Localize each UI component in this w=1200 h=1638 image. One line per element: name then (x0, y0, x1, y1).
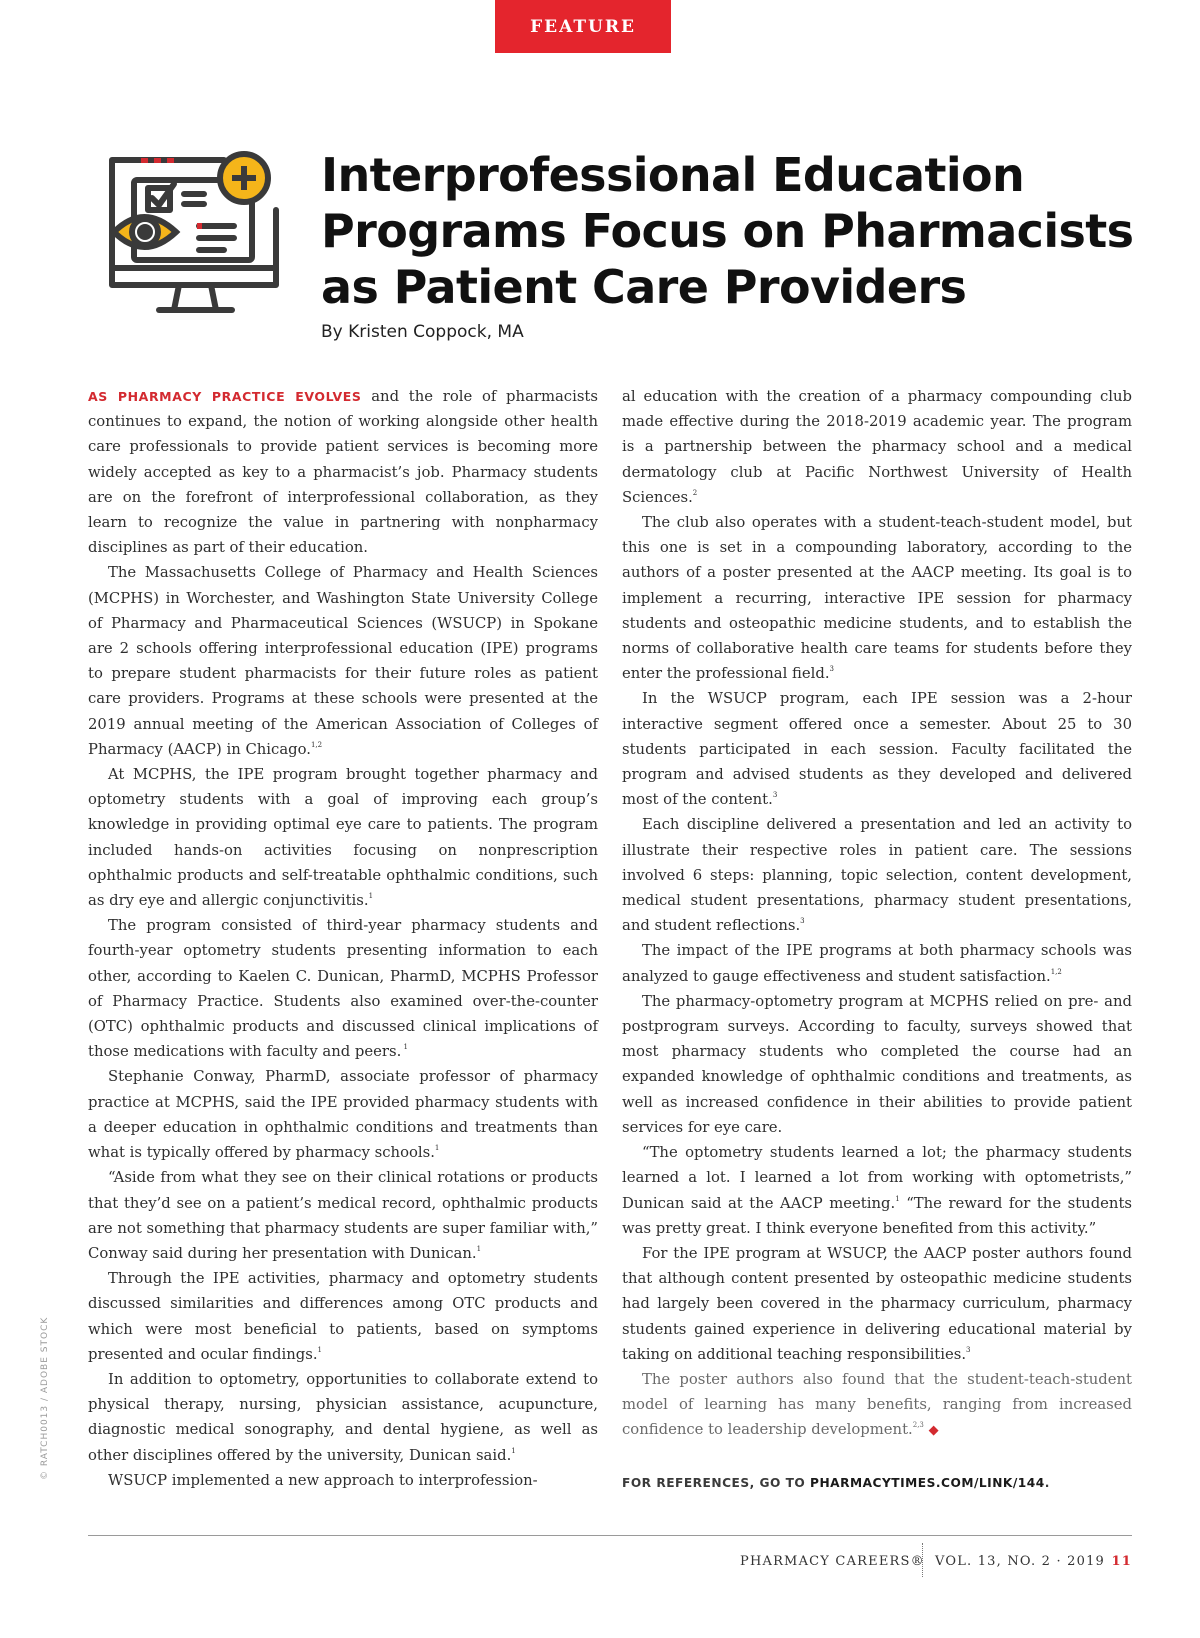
issue-info: VOL. 13, NO. 2 · 2019 (935, 1554, 1106, 1569)
paragraph: “Aside from what they see on their clinical rotations or products that they’d see on a patient’s medical record, ophthalmic products are not something that pharmacy students are super familiar with,” Conway said during her presentation with Dunican.$^1$ (88, 1169, 598, 1262)
paragraph: At MCPHS, the IPE program brought together pharmacy and optometry students with a goal of improving each group’s knowledge in providing optimal eye care to patients. The program included hands-on activities focusing on nonprescription ophthalmic products and self-treatable ophthalmic conditions, such as dry eye and allergic conjunctivitis.$^1$ (88, 766, 598, 910)
paragraph: The club also operates with a student-teach-student model, but this one is set in a compounding laboratory, according to the authors of a poster presented at the AACP meeting. Its goal is to implement a recurring, interactive IPE session for pharmacy students and osteopathic medicine students, and to establish the norms of collaborative health care teams for students before they enter the professional field.$^3$ (622, 514, 1132, 683)
paragraph: The impact of the IPE programs at both pharmacy schools was analyzed to gauge effectiveness and student satisfaction.$^{1,2}$ (622, 942, 1132, 985)
paragraph: In addition to optometry, opportunities to collaborate extend to physical therapy, nursing, physician assistance, acupuncture, diagnostic medical sonography, and dental hygiene, as well as other disciplines offered by the university, Dunican said.$^1$ (88, 1370, 598, 1464)
paragraph: AS PHARMACY PRACTICE EVOLVES and the role of pharmacists continues to expand, the notion of working alongside other health care professionals to provide patient services is becoming more widely accepted as key to a pharmacist’s job. Pharmacy students are on the forefront of interprofessional collaboration, as they learn to recognize the value in partnering with nonpharmacy disciplines as part of their education. (88, 388, 598, 557)
paragraph: Through the IPE activities, pharmacy and optometry students discussed similarities and differences among OTC products and which were most beneficial to patients, based on symptoms presented and ocular findings.$^1$ (88, 1270, 598, 1363)
paragraph: The poster authors also found that the student-teach-student model of learning has many benefits, ranging from increased confidence to leadership development.$^{2,3}$ ◆ (622, 1370, 1132, 1439)
article-column-left (88, 384, 598, 1493)
paragraph: For the IPE program at WSUCP, the AACP poster authors found that although content presented by osteopathic medicine students had largely been covered in the pharmacy curriculum, pharmacy students gained experience in delivering educational material by taking on additional teaching responsibilities.$^3$ (622, 1244, 1132, 1363)
lead-in: AS PHARMACY PRACTICE EVOLVES (88, 389, 362, 404)
article-column-right (622, 384, 1132, 1444)
references-link[interactable]: PHARMACYTIMES.COM/LINK/144 (810, 1476, 1045, 1490)
monitor-eye-plus-icon (104, 150, 289, 335)
paragraph: al education with the creation of a pharmacy compounding club made effective during the 2018-2019 academic year. The program is a partnership between the pharmacy school and a medical dermatology club at Pacific Northwest University of Health Sciences.$^2$ (622, 388, 1132, 506)
end-mark-icon: ◆ (928, 1423, 939, 1439)
page-footer (730, 1551, 1132, 1575)
section-label: FEATURE (495, 0, 671, 53)
paragraph: “The optometry students learned a lot; the pharmacy students learned a lot. I learned a lot from working with optometrists,” Dunican said at the AACP meeting.$^1$ “The reward for the students was pretty great. I think everyone benefited from this activity.” (622, 1144, 1132, 1237)
footer-divider (922, 1543, 923, 1577)
byline: By Kristen Coppock, MA (321, 322, 524, 342)
paragraph: WSUCP implemented a new approach to interprofession- (108, 1471, 538, 1489)
paragraph: Stephanie Conway, PharmD, associate professor of pharmacy practice at MCPHS, said the IPE provided pharmacy students with a deeper education in ophthalmic conditions and treatments than what is typically offered by pharmacy schools.$^1$ (88, 1068, 598, 1162)
photo-credit: © RATCH0013 / ADOBE STOCK (40, 1316, 50, 1480)
paragraph: Each discipline delivered a presentation and led an activity to illustrate their respective roles in patient care. The sessions involved 6 steps: planning, topic selection, content development, medical student presentations, pharmacy student presentations, and student reflections.$^3$ (622, 816, 1132, 935)
paragraph: The Massachusetts College of Pharmacy and Health Sciences (MCPHS) in Worchester, and Washington State University College of Pharmacy and Pharmaceutical Sciences (WSUCP) in Spokane are 2 schools offering interprofessional education (IPE) programs to prepare student pharmacists for their future roles as patient care providers. Programs at these schools were presented at the 2019 annual meeting of the American Association of Colleges of Pharmacy (AACP) in Chicago.$^{1,2}$ (88, 564, 598, 758)
paragraph: The pharmacy-optometry program at MCPHS relied on pre- and postprogram surveys. According to faculty, surveys showed that most pharmacy students who completed the course had an expanded knowledge of ophthalmic conditions and treatments, as well as increased confidence in their abilities to provide patient services for eye care. (622, 992, 1132, 1136)
paragraph: In the WSUCP program, each IPE session was a 2-hour interactive segment offered once a semester. About 25 to 30 students participated in each session. Faculty facilitated the program and advised students as they developed and delivered most of the content.$^3$ (622, 690, 1132, 809)
footer-rule (88, 1535, 1132, 1536)
references-note: FOR REFERENCES, GO TO PHARMACYTIMES.COM/LINK/144. (622, 1476, 1050, 1490)
page-number: 11 (1111, 1554, 1132, 1569)
article-title: Interprofessional Education Programs Focus on Pharmacists as Patient Care Providers (321, 148, 1134, 314)
magazine-name: PHARMACY CAREERS® (740, 1554, 925, 1569)
paragraph: The program consisted of third-year pharmacy students and fourth-year optometry students presenting information to each other, according to Kaelen C. Dunican, PharmD, MCPHS Professor of Pharmacy Practice. Students also examined over-the-counter (OTC) ophthalmic products and discussed clinical implications of those medications with faculty and peers. $^1$ (88, 917, 598, 1061)
